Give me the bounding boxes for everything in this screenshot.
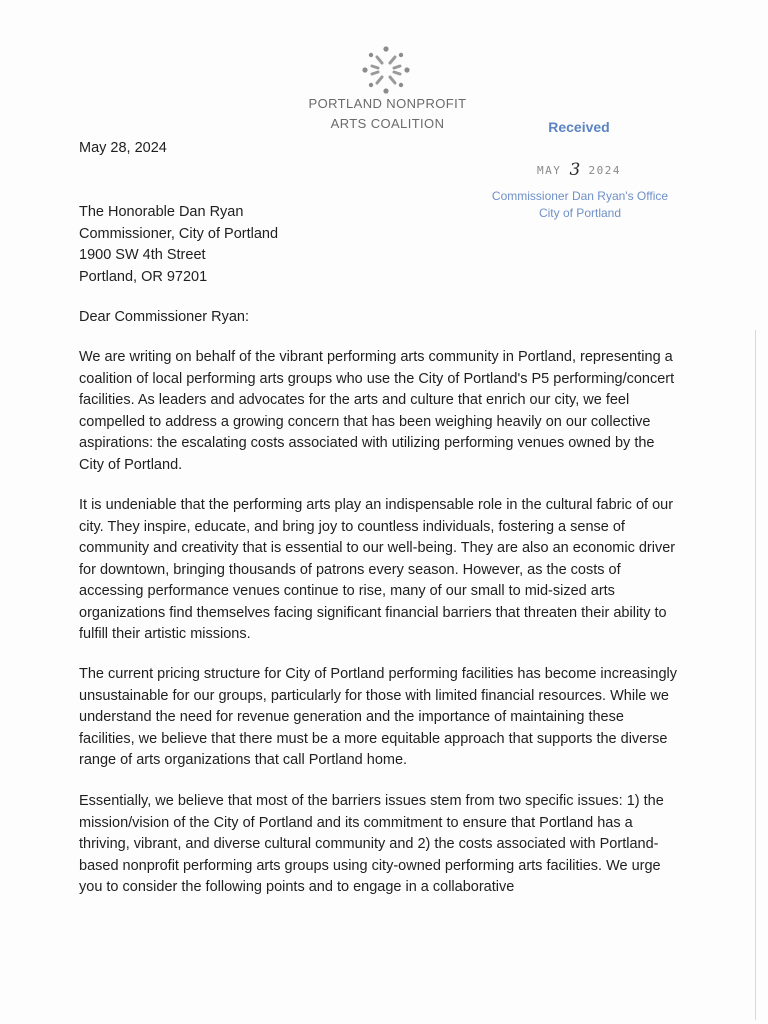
- body-paragraph-2: It is undeniable that the performing arts play an indispensable role in the cultural fabric of our city. They inspire, educate, and bring joy to countless individuals, fostering a sense of community and creativity that is essential to our well-being. They are also an economic driver for downtown, bringing thousands of patrons every season. However, as the costs of accessing performance venues continue to rise, many of our small to mid-sized arts organizations find themselves facing significant financial barriers that threaten their ability to fulfill their artistic missions.: [79, 497, 676, 642]
- body-paragraph-1: We are writing on behalf of the vibrant performing arts community in Portland, representing a coalition of local performing arts groups who use the City of Portland's P5 performing/concert facilities. As leaders and advocates for the arts and culture that enrich our city, we feel compelled to address a growing concern that has been weighing heavily on our collective aspirations: the escalating costs associated with utilizing performing venues owned by the City of Portland.: [79, 349, 675, 473]
- salutation: Dear Commissioner Ryan:: [79, 309, 250, 325]
- stamp-date-month: MAY: [537, 164, 562, 177]
- received-stamp-date: [520, 160, 638, 180]
- recipient-city: Portland, OR 97201: [79, 268, 208, 285]
- coalition-logo-icon: [360, 44, 412, 96]
- scan-edge-line: [755, 330, 756, 1020]
- recipient-title: Commissioner, City of Portland: [79, 225, 279, 242]
- stamp-office-line-2: City of Portland: [538, 206, 622, 220]
- body-paragraph-4: Essentially, we believe that most of the barriers issues stem from two specific issues: 1) the mission/vision of the City of Portland and its commitment to ensure that Portland has a thriving, vibrant, and diverse cultural community and 2) the costs associated with Portland-based nonprofit performing arts groups using city-owned performing arts facilities. We urge you to consider the following points and to engage in a collaborative: [79, 793, 664, 895]
- org-name-line-1: PORTLAND NONPROFIT: [308, 96, 467, 111]
- stamp-office-line-1: Commissioner Dan Ryan's Office: [491, 189, 669, 203]
- letter-date: May 28, 2024: [79, 140, 167, 156]
- recipient-street: 1900 SW 4th Street: [79, 247, 206, 263]
- body-paragraph-3: The current pricing structure for City of Portland performing facilities has become increasingly unsustainable for our groups, particularly for those with limited financial resources. While we understand the need for revenue generation and the importance of maintaining these facilities, we believe that there must be a more equitable approach that supports the diverse range of arts organizations that call Portland home.: [79, 666, 677, 768]
- stamp-date-day: 3: [569, 160, 581, 180]
- received-stamp-label: Received: [548, 119, 610, 135]
- org-name-line-2: ARTS COALITION: [330, 116, 445, 131]
- stamp-date-year: 2024: [588, 164, 621, 177]
- recipient-name: The Honorable Dan Ryan: [79, 204, 244, 220]
- recipient-address: [79, 202, 679, 288]
